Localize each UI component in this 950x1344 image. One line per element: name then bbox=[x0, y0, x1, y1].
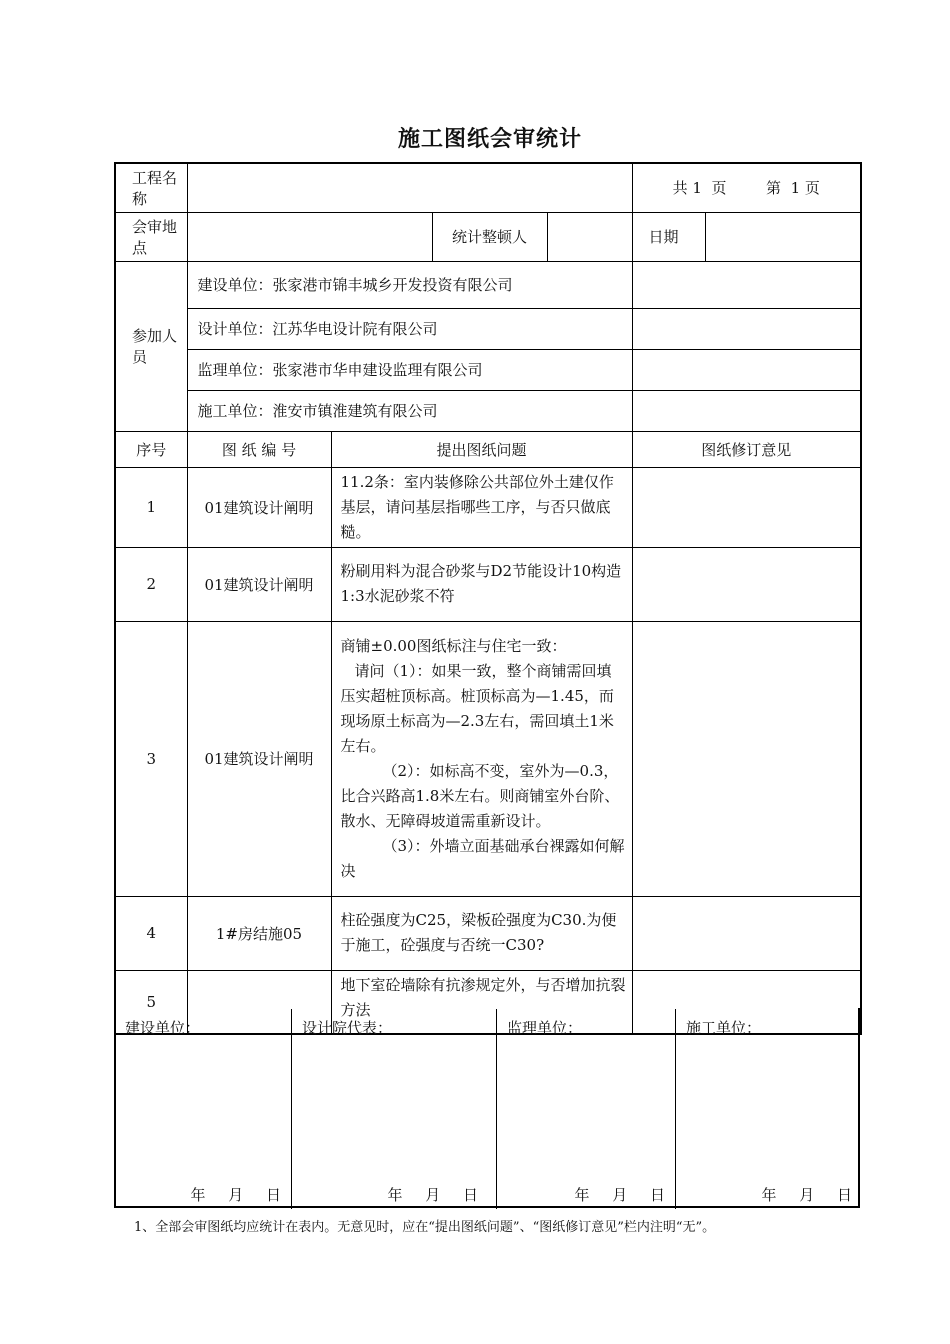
col-header-issue: 提出图纸问题 bbox=[331, 431, 632, 467]
row-issue: 粉刷用料为混合砂浆与D2节能设计10构造1:3水泥砂浆不符 bbox=[331, 547, 632, 621]
table-row bbox=[115, 467, 861, 547]
signature-block[interactable] bbox=[115, 1009, 291, 1209]
row-issue bbox=[331, 621, 632, 896]
signature-label: 设计院代表： bbox=[302, 1019, 393, 1037]
page-current: 第 1 页 bbox=[766, 179, 820, 198]
date-label: 日期 bbox=[632, 212, 705, 261]
row-issue: 地下室砼墙除有抗渗规定外，与否增加抗裂方法 bbox=[331, 970, 632, 1034]
row-opinion[interactable] bbox=[632, 467, 861, 547]
participant-sign-field[interactable] bbox=[632, 308, 861, 349]
table-row bbox=[115, 896, 861, 970]
signature-label: 监理单位： bbox=[507, 1019, 583, 1037]
participant-sign-field[interactable] bbox=[632, 390, 861, 431]
footnote: 1、全部会审图纸均应统计在表内。无意见时，应在“提出图纸问题”、“图纸修订意见”栏内注明“无”。 bbox=[134, 1220, 716, 1235]
signature-date: 年 月 日 bbox=[761, 1186, 852, 1204]
signature-date: 年 月 日 bbox=[574, 1186, 665, 1204]
row-drawing: 1#房结施05 bbox=[187, 896, 331, 970]
issue-line: （3）：外墙立面基础承台裸露如何解决 bbox=[340, 836, 625, 880]
participant-unit: 监理单位：张家港市华申建设监理有限公司 bbox=[187, 349, 632, 390]
issue-line: （2）：如标高不变，室外为—0.3，比合兴路高1.8米左右。则商铺室外台阶、散水、无障碍坡道需重新设计。 bbox=[340, 761, 620, 830]
page-total: 共 1 页 bbox=[672, 179, 727, 198]
col-header-opinion: 图纸修订意见 bbox=[632, 431, 861, 467]
compiler-label: 统计整顿人 bbox=[432, 212, 547, 261]
row-opinion[interactable] bbox=[632, 896, 861, 970]
table-row bbox=[115, 621, 861, 896]
issue-line: 请问（1）：如果一致，整个商铺需回填压实超桩顶标高。桩顶标高为—1.45，而现场原土标高为—2.3左右，需回填土1米左右。 bbox=[340, 661, 614, 755]
row-no: 4 bbox=[115, 896, 187, 970]
compiler-field[interactable] bbox=[547, 212, 632, 261]
date-field[interactable] bbox=[705, 212, 861, 261]
participant-unit: 建设单位：张家港市锦丰城乡开发投资有限公司 bbox=[187, 261, 632, 308]
review-table bbox=[114, 162, 862, 1035]
project-name-label: 工程名称 bbox=[115, 163, 187, 212]
row-drawing: 01建筑设计阐明 bbox=[187, 467, 331, 547]
page-indicator bbox=[632, 163, 861, 212]
signature-date: 年 月 日 bbox=[190, 1186, 281, 1204]
project-name-field[interactable] bbox=[187, 163, 632, 212]
signature-label: 建设单位： bbox=[125, 1019, 201, 1037]
issue-line: 商铺±0.00图纸标注与住宅一致： bbox=[340, 636, 567, 655]
col-header-drawing: 图 纸 编 号 bbox=[187, 431, 331, 467]
row-issue: 柱砼强度为C25，梁板砼强度为C30.为便于施工，砼强度与否统一C30? bbox=[331, 896, 632, 970]
signature-block[interactable] bbox=[496, 1009, 675, 1209]
col-header-no: 序号 bbox=[115, 431, 187, 467]
row-drawing: 01建筑设计阐明 bbox=[187, 547, 331, 621]
row-no: 5 bbox=[115, 970, 187, 1034]
location-field[interactable] bbox=[187, 212, 432, 261]
participant-unit: 施工单位：淮安市镇淮建筑有限公司 bbox=[187, 390, 632, 431]
participant-sign-field[interactable] bbox=[632, 261, 861, 308]
row-drawing: 01建筑设计阐明 bbox=[187, 621, 331, 896]
signature-label: 施工单位： bbox=[686, 1019, 762, 1037]
participant-unit: 设计单位：江苏华电设计院有限公司 bbox=[187, 308, 632, 349]
location-label: 会审地点 bbox=[115, 212, 187, 261]
row-no: 3 bbox=[115, 621, 187, 896]
participant-sign-field[interactable] bbox=[632, 349, 861, 390]
row-issue: 11.2条：室内装修除公共部位外土建仅作基层，请问基层指哪些工序，与否只做底糙。 bbox=[331, 467, 632, 547]
row-no: 1 bbox=[115, 467, 187, 547]
row-no: 2 bbox=[115, 547, 187, 621]
row-opinion[interactable] bbox=[632, 621, 861, 896]
participants-label: 参加人员 bbox=[115, 261, 187, 431]
page-title: 施工图纸会审统计 bbox=[397, 126, 582, 152]
table-row bbox=[115, 547, 861, 621]
signature-date: 年 月 日 bbox=[387, 1186, 478, 1204]
signature-block[interactable] bbox=[675, 1009, 860, 1209]
signature-block[interactable] bbox=[291, 1009, 496, 1209]
row-opinion[interactable] bbox=[632, 547, 861, 621]
